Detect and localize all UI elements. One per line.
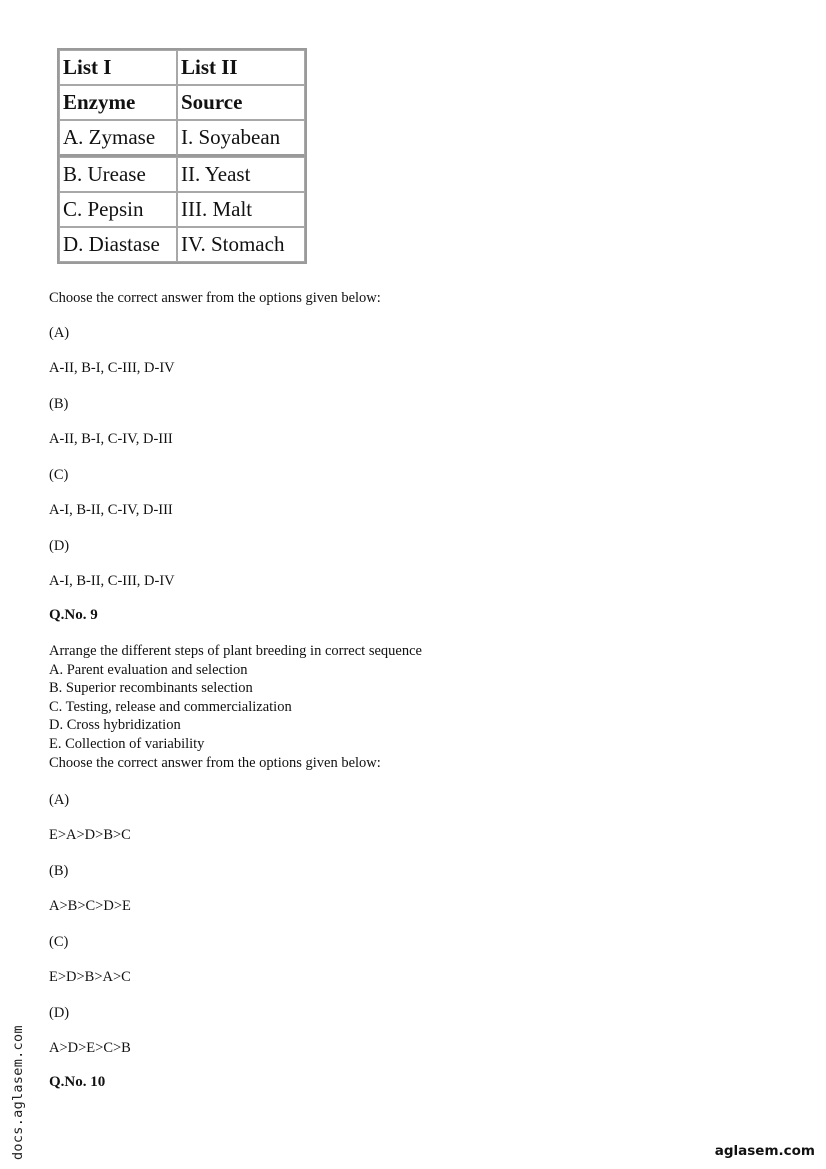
q9-option-c-text: E>D>B>A>C <box>49 969 131 985</box>
table-cell: I. Soyabean <box>177 120 305 157</box>
q9-option-c-label: (C) <box>49 934 69 950</box>
match-table <box>57 48 307 264</box>
q8-option-a-text: A-II, B-I, C-III, D-IV <box>49 360 175 376</box>
q9-option-a-text: E>A>D>B>C <box>49 827 131 843</box>
q9-item: B. Superior recombinants selection <box>49 680 253 697</box>
q8-option-b-text: A-II, B-I, C-IV, D-III <box>49 431 173 447</box>
table-header-row <box>59 85 305 120</box>
q8-option-b-label: (B) <box>49 396 69 412</box>
table-cell: IV. Stomach <box>177 227 305 262</box>
table-cell: List II <box>177 50 305 85</box>
q9-item: C. Testing, release and commercialization <box>49 698 292 715</box>
table-cell: B. Urease <box>59 157 177 192</box>
q9-item: A. Parent evaluation and selection <box>49 661 248 678</box>
q8-prompt: Choose the correct answer from the options given below: <box>49 290 381 306</box>
q9-option-d-text: A>D>E>C>B <box>49 1040 131 1056</box>
q8-option-a-label: (A) <box>49 325 70 341</box>
side-watermark-text: docs.aglasem.com <box>10 1025 26 1160</box>
q9-option-b-label: (B) <box>49 863 69 879</box>
q8-option-c-label: (C) <box>49 467 69 483</box>
table-row <box>59 227 305 262</box>
table-row <box>59 120 305 157</box>
table-cell: A. Zymase <box>59 120 177 157</box>
table-cell: Enzyme <box>59 85 177 120</box>
table-cell: III. Malt <box>177 192 305 227</box>
table-cell: C. Pepsin <box>59 192 177 227</box>
q9-option-d-label: (D) <box>49 1005 70 1021</box>
q9-body <box>49 642 422 772</box>
q8-option-d-label: (D) <box>49 538 70 554</box>
q8-option-c-text: A-I, B-II, C-IV, D-III <box>49 502 173 518</box>
q8-option-d-text: A-I, B-II, C-III, D-IV <box>49 573 175 589</box>
table-row <box>59 192 305 227</box>
q9-item: D. Cross hybridization <box>49 717 181 734</box>
table-cell: D. Diastase <box>59 227 177 262</box>
q9-item: E. Collection of variability <box>49 735 205 752</box>
q9-stem: Arrange the different steps of plant breeding in correct sequence <box>49 643 422 659</box>
table-cell: II. Yeast <box>177 157 305 192</box>
q9-option-a-label: (A) <box>49 792 70 808</box>
table-cell: Source <box>177 85 305 120</box>
table-row <box>59 157 305 192</box>
q9-prompt: Choose the correct answer from the options given below: <box>49 754 381 771</box>
bottom-watermark: aglasem.com <box>714 1143 815 1159</box>
table-cell: List I <box>59 50 177 85</box>
q9-option-b-text: A>B>C>D>E <box>49 898 131 914</box>
side-watermark <box>10 1000 32 1160</box>
q9-number: Q.No. 9 <box>49 607 98 623</box>
q10-number: Q.No. 10 <box>49 1074 106 1090</box>
table-header-row <box>59 50 305 85</box>
